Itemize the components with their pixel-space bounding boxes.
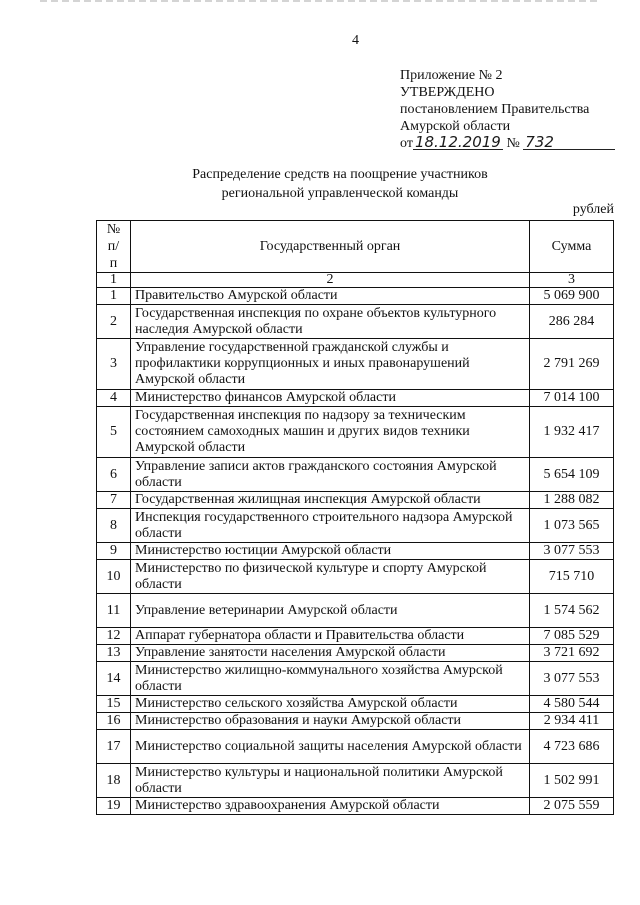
- row-number: 11: [97, 594, 131, 628]
- row-sum: 4 723 686: [530, 730, 614, 764]
- approved-label: УТВЕРЖДЕНО: [400, 85, 495, 100]
- table-row: [97, 305, 614, 339]
- row-agency: Государственная инспекция по надзору за техническим состоянием самоходных машин и других видов техники Амурской области: [131, 407, 530, 458]
- row-agency: Министерство финансов Амурской области: [131, 390, 530, 407]
- row-agency: Управление записи актов гражданского состояния Амурской области: [131, 458, 530, 492]
- row-number: 4: [97, 390, 131, 407]
- row-number: 17: [97, 730, 131, 764]
- row-agency: Государственная жилищная инспекция Амурской области: [131, 492, 530, 509]
- table-row: [97, 509, 614, 543]
- row-number: 2: [97, 305, 131, 339]
- table-row: [97, 628, 614, 645]
- table-row: [97, 407, 614, 458]
- row-sum: 2 934 411: [530, 713, 614, 730]
- row-sum: 1 502 991: [530, 764, 614, 798]
- row-number: 15: [97, 696, 131, 713]
- resolution-label: постановлением Правительства: [400, 102, 590, 117]
- table-row: [97, 543, 614, 560]
- table-row: [97, 390, 614, 407]
- row-number: 7: [97, 492, 131, 509]
- row-agency: Управление ветеринарии Амурской области: [131, 594, 530, 628]
- handwritten-date: 18.12.2019: [413, 135, 503, 150]
- page-number: 4: [352, 33, 359, 48]
- title-line-2: региональной управленческой команды: [221, 186, 459, 201]
- table-row: [97, 288, 614, 305]
- row-sum: 2 075 559: [530, 798, 614, 815]
- row-number: 13: [97, 645, 131, 662]
- row-sum: 1 288 082: [530, 492, 614, 509]
- approval-date-line: [400, 135, 615, 152]
- row-number: 1: [97, 288, 131, 305]
- row-agency: Министерство по физической культуре и спорту Амурской области: [131, 560, 530, 594]
- table-row: [97, 730, 614, 764]
- table-row: [97, 560, 614, 594]
- row-number: 9: [97, 543, 131, 560]
- row-number: 12: [97, 628, 131, 645]
- row-agency: Управление государственной гражданской службы и профилактики коррупционных и иных правонарушений Амурской области: [131, 339, 530, 390]
- row-agency: Аппарат губернатора области и Правительства области: [131, 628, 530, 645]
- row-agency: Министерство сельского хозяйства Амурской области: [131, 696, 530, 713]
- row-number: 6: [97, 458, 131, 492]
- row-agency: Правительство Амурской области: [131, 288, 530, 305]
- column-number: 1: [97, 273, 131, 288]
- row-agency: Инспекция государственного строительного надзора Амурской области: [131, 509, 530, 543]
- row-sum: 7 085 529: [530, 628, 614, 645]
- row-sum: 3 077 553: [530, 662, 614, 696]
- row-number: 14: [97, 662, 131, 696]
- row-sum: 3 721 692: [530, 645, 614, 662]
- column-number: 3: [530, 273, 614, 288]
- currency-units: рублей: [572, 202, 614, 217]
- row-agency: Государственная инспекция по охране объектов культурного наследия Амурской области: [131, 305, 530, 339]
- title-line-1: Распределение средств на поощрение участников: [192, 167, 488, 182]
- row-sum: 715 710: [530, 560, 614, 594]
- header-agency: Государственный орган: [131, 221, 530, 273]
- table-row: [97, 594, 614, 628]
- row-number: 8: [97, 509, 131, 543]
- approval-block: [400, 67, 615, 152]
- row-agency: Министерство образования и науки Амурской области: [131, 713, 530, 730]
- distribution-table: [96, 220, 614, 815]
- row-agency: Министерство юстиции Амурской области: [131, 543, 530, 560]
- table-row: [97, 492, 614, 509]
- table-row: [97, 662, 614, 696]
- row-number: 16: [97, 713, 131, 730]
- row-agency: Министерство жилищно-коммунального хозяйства Амурской области: [131, 662, 530, 696]
- document-title: [150, 165, 530, 203]
- row-sum: 286 284: [530, 305, 614, 339]
- row-sum: 3 077 553: [530, 543, 614, 560]
- row-number: 3: [97, 339, 131, 390]
- table-header-row: [97, 221, 614, 273]
- row-agency: Министерство социальной защиты населения Амурской области: [131, 730, 530, 764]
- scan-edge-artifact: [40, 0, 600, 2]
- row-sum: 5 069 900: [530, 288, 614, 305]
- row-number: 18: [97, 764, 131, 798]
- region-label: Амурской области: [400, 119, 511, 134]
- appendix-label: Приложение № 2: [400, 68, 503, 83]
- row-sum: 5 654 109: [530, 458, 614, 492]
- header-number: № п/ п: [97, 221, 131, 273]
- table-body: [97, 288, 614, 815]
- handwritten-number: 732: [523, 135, 615, 150]
- table-row: [97, 458, 614, 492]
- table-row: [97, 339, 614, 390]
- row-number: 5: [97, 407, 131, 458]
- header-sum: Сумма: [530, 221, 614, 273]
- table-row: [97, 764, 614, 798]
- row-sum: 7 014 100: [530, 390, 614, 407]
- column-number-row: [97, 273, 614, 288]
- table-row: [97, 696, 614, 713]
- row-sum: 1 932 417: [530, 407, 614, 458]
- row-sum: 1 574 562: [530, 594, 614, 628]
- row-sum: 2 791 269: [530, 339, 614, 390]
- table-row: [97, 798, 614, 815]
- row-number: 19: [97, 798, 131, 815]
- number-prefix: №: [506, 136, 520, 151]
- column-number: 2: [131, 273, 530, 288]
- row-agency: Министерство здравоохранения Амурской области: [131, 798, 530, 815]
- from-prefix: от: [400, 136, 413, 151]
- row-number: 10: [97, 560, 131, 594]
- table-row: [97, 645, 614, 662]
- row-sum: 4 580 544: [530, 696, 614, 713]
- row-agency: Министерство культуры и национальной политики Амурской области: [131, 764, 530, 798]
- row-agency: Управление занятости населения Амурской области: [131, 645, 530, 662]
- table-row: [97, 713, 614, 730]
- row-sum: 1 073 565: [530, 509, 614, 543]
